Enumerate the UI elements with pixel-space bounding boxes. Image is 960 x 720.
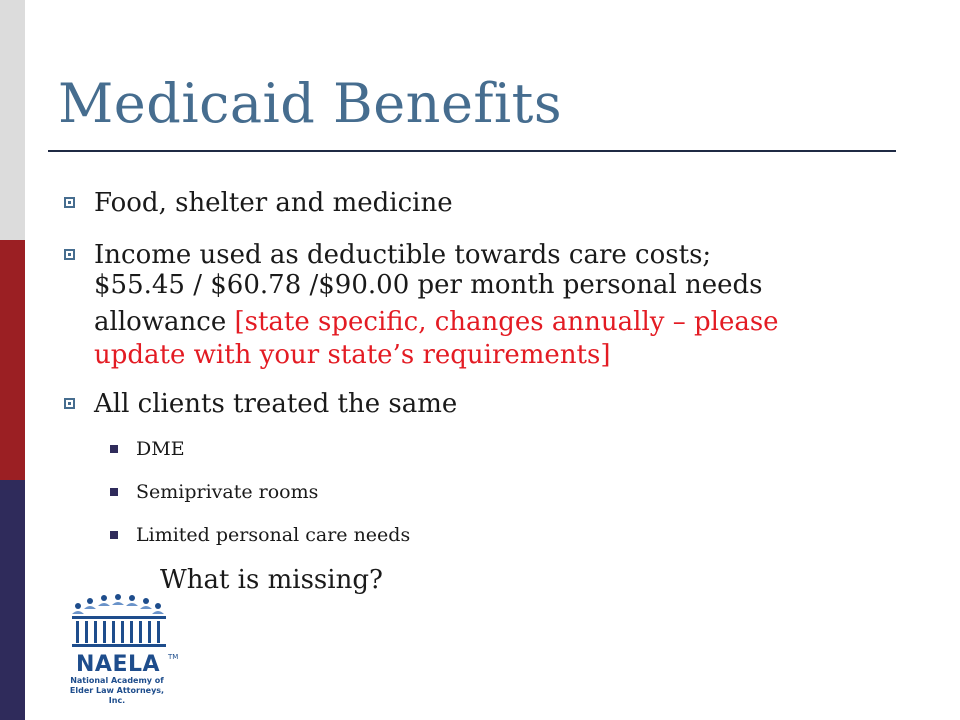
question-text: What is missing? bbox=[160, 565, 383, 595]
state-specific-note: [state specific, changes annually – please bbox=[234, 307, 779, 337]
logo-trademark: TM bbox=[168, 653, 179, 661]
sub-item-semiprivate: Semiprivate rooms bbox=[136, 481, 319, 503]
logo-subtitle-line2: Elder Law Attorneys, Inc. bbox=[69, 686, 165, 705]
logo-wordmark: NAELA bbox=[76, 652, 161, 677]
sub-item-personal-care: Limited personal care needs bbox=[136, 524, 411, 546]
logo-subtitle-line1: National Academy of bbox=[70, 676, 164, 685]
sub-bullet-icon bbox=[110, 488, 118, 496]
logo-subtitle bbox=[62, 676, 172, 706]
bullet-income-line1: Income used as deductible towards care costs; bbox=[94, 240, 712, 270]
naela-logo bbox=[60, 592, 180, 705]
sub-item-dme: DME bbox=[136, 438, 185, 460]
accent-bar-navy-segment bbox=[0, 480, 25, 720]
slide-title: Medicaid Benefits bbox=[58, 72, 563, 135]
square-bullet-icon bbox=[64, 197, 75, 208]
left-accent-bar bbox=[0, 0, 25, 720]
square-bullet-icon bbox=[64, 398, 75, 409]
sub-bullet-icon bbox=[110, 445, 118, 453]
bullet-food-shelter: Food, shelter and medicine bbox=[94, 188, 453, 218]
state-specific-note-cont: update with your state’s requirements] bbox=[94, 340, 611, 370]
accent-bar-gray-segment bbox=[0, 0, 25, 240]
bullet-income-line3 bbox=[94, 308, 779, 336]
title-divider bbox=[48, 150, 896, 152]
accent-bar-red-segment bbox=[0, 240, 25, 480]
columns-figures-icon bbox=[60, 592, 180, 654]
bullet-all-clients: All clients treated the same bbox=[94, 389, 458, 419]
allowance-text: allowance bbox=[94, 307, 235, 337]
sub-bullet-icon bbox=[110, 531, 118, 539]
bullet-income-line2: $55.45 / $60.78 /$90.00 per month personal needs bbox=[94, 270, 763, 300]
square-bullet-icon bbox=[64, 249, 75, 260]
